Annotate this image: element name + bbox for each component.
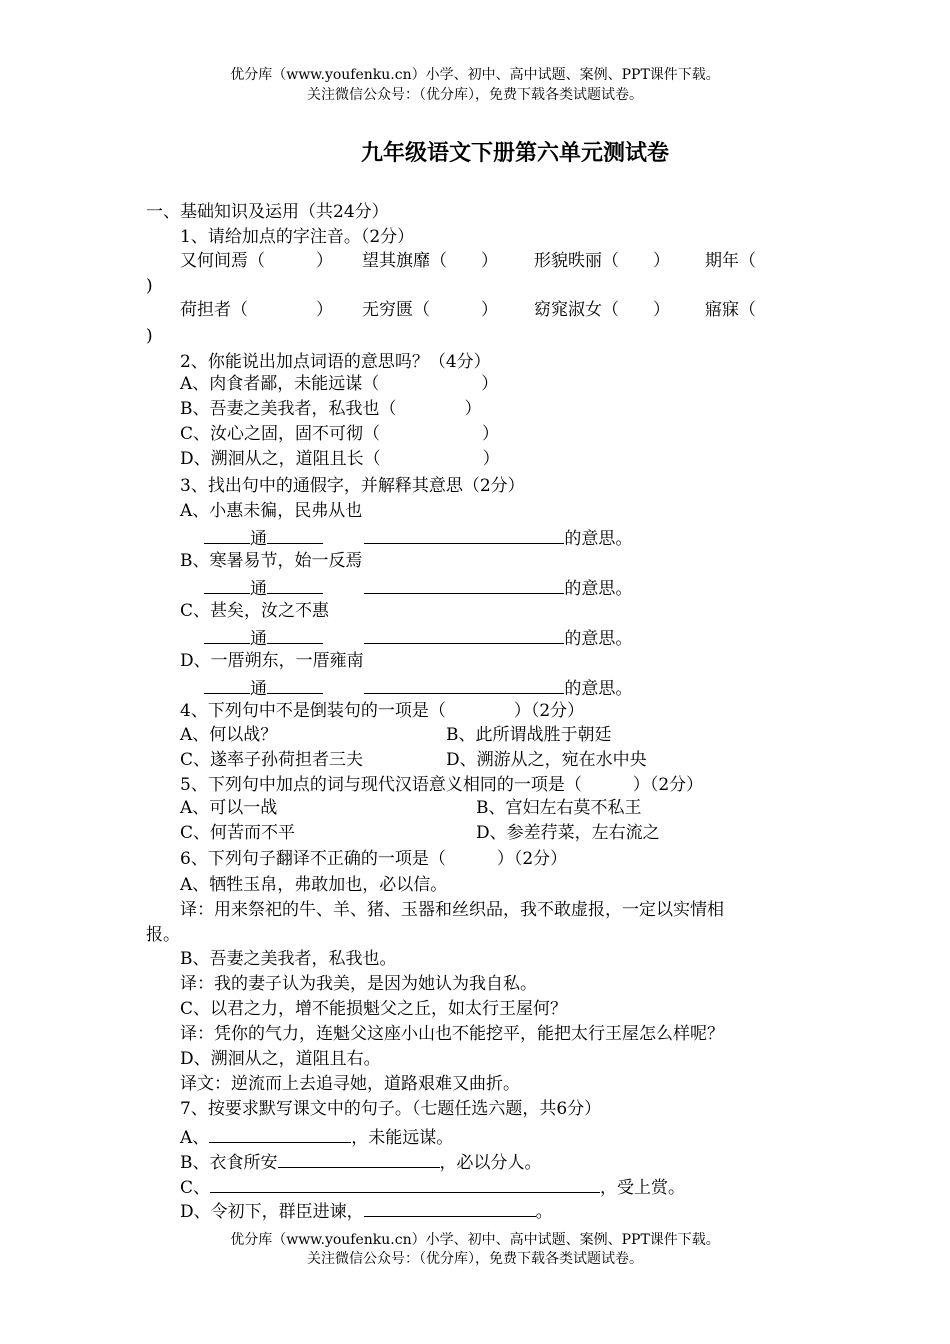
blank-meaning[interactable] — [364, 675, 564, 694]
q1-item-2: 望其旗靡（ ） — [362, 251, 498, 271]
q1-stem: 1、请给加点的字注音。（2分） — [180, 227, 415, 247]
blank-char[interactable] — [204, 525, 250, 544]
q6-line: B、吾妻之美我者，私我也。 — [180, 949, 397, 969]
q1-item-6: 无穷匮（ ） — [362, 300, 498, 320]
q5-stem: 5、下列句中加点的词与现代汉语意义相同的一项是（ ）（2分） — [180, 775, 704, 795]
q3-option-c: C、甚矣，汝之不惠 — [180, 601, 330, 621]
blank-meaning[interactable] — [364, 625, 564, 644]
q4-option-a: A、何以战？ — [180, 725, 278, 745]
q4-option-b: B、此所谓战胜于朝廷 — [446, 725, 612, 745]
q4-option-c: C、遂率子孙荷担者三夫 — [180, 750, 364, 770]
meaning-suffix: 的意思。 — [564, 579, 633, 599]
blank-meaning[interactable] — [364, 575, 564, 594]
header-line-2: 关注微信公众号：（优分库），免费下载各类试题试卷。 — [307, 87, 643, 103]
q7-d-blank[interactable] — [364, 1198, 536, 1217]
q3-answer-row-a — [204, 525, 632, 550]
footer-line-1: 优分库（www.youfenku.cn）小学、初中、高中试题、案例、PPT课件下载。 — [230, 1232, 720, 1248]
q5-option-b: B、宫妇左右莫不私王 — [476, 798, 642, 818]
blank-char[interactable] — [204, 625, 250, 644]
q2-option-b: B、吾妻之美我者，私我也（ ） — [180, 399, 482, 419]
tong-label: 通 — [250, 679, 267, 699]
q3-answer-row-b — [204, 575, 632, 600]
q5-option-d: D、参差荇菜，左右流之 — [476, 823, 660, 843]
meaning-suffix: 的意思。 — [564, 629, 633, 649]
q3-option-d: D、一厝朔东，一厝雍南 — [180, 651, 364, 671]
q7-row-d — [180, 1198, 553, 1223]
q7-b-suffix: ，必以分人。 — [439, 1153, 542, 1173]
blank-meaning[interactable] — [364, 525, 564, 544]
q1-item-7: 窈窕淑女（ ） — [534, 300, 670, 320]
blank-char[interactable] — [204, 575, 250, 594]
tong-label: 通 — [250, 579, 267, 599]
q3-stem: 3、找出句中的通假字，并解释其意思（2分） — [180, 476, 525, 496]
q7-b-blank[interactable] — [278, 1149, 440, 1168]
q1-closer-1: ) — [146, 276, 153, 296]
q1-item-3: 形貌昳丽（ ） — [534, 251, 670, 271]
q1-item-5: 荷担者（ ） — [180, 300, 333, 320]
q2-stem: 2、你能说出加点词语的意思吗？（4分） — [180, 352, 491, 372]
q2-option-a: A、肉食者鄙，未能远谋（ ） — [180, 374, 499, 394]
q6-stem: 6、下列句子翻译不正确的一项是（ ）（2分） — [180, 849, 568, 869]
q7-d-prefix: D、令初下，群臣进谏， — [180, 1202, 364, 1222]
page-title: 九年级语文下册第六单元测试卷 — [360, 140, 669, 166]
blank-tong[interactable] — [267, 625, 323, 644]
q6-line: A、牺牲玉帛，弗敢加也，必以信。 — [180, 875, 448, 895]
q2-option-d: D、溯洄从之，道阻且长（ ） — [180, 449, 500, 469]
header-line-1: 优分库（www.youfenku.cn）小学、初中、高中试题、案例、PPT课件下载。 — [230, 67, 720, 83]
q6-line: 译：凭你的气力，连魁父这座小山也不能挖平，能把太行王屋怎么样呢？ — [180, 1024, 724, 1044]
q1-item-4: 期年（ — [705, 251, 756, 271]
q3-answer-row-c — [204, 625, 632, 650]
q7-row-c — [180, 1174, 685, 1199]
q6-line: D、溯洄从之，道阻且右。 — [180, 1049, 381, 1069]
q1-item-8: 寤寐（ — [705, 300, 756, 320]
q7-row-b — [180, 1149, 542, 1174]
q3-option-a: A、小惠未徧，民弗从也 — [180, 501, 363, 521]
q3-answer-row-d — [204, 675, 632, 700]
q6-line: 译：用来祭祀的牛、羊、猪、玉器和丝织品，我不敢虚报，一定以实情相 — [180, 900, 724, 920]
q7-c-blank[interactable] — [210, 1174, 600, 1193]
q7-d-suffix: 。 — [535, 1202, 553, 1222]
tong-label: 通 — [250, 629, 267, 649]
q6-line: 报。 — [146, 925, 180, 945]
q7-b-prefix: B、衣食所安 — [180, 1153, 278, 1173]
q5-option-a: A、可以一战 — [180, 798, 278, 818]
q2-option-c: C、汝心之固，固不可彻（ ） — [180, 424, 500, 444]
meaning-suffix: 的意思。 — [564, 529, 633, 549]
q7-a-suffix: ，未能远谋。 — [351, 1128, 454, 1148]
q7-a-blank[interactable] — [209, 1124, 351, 1143]
blank-tong[interactable] — [267, 525, 323, 544]
q7-row-a — [180, 1124, 453, 1149]
blank-char[interactable] — [204, 675, 250, 694]
q7-c-suffix: ，受上赏。 — [600, 1178, 686, 1198]
q5-option-c: C、何苦而不平 — [180, 823, 296, 843]
meaning-suffix: 的意思。 — [564, 679, 633, 699]
q7-stem: 7、按要求默写课文中的句子。（七题任选六题，共6分） — [180, 1099, 602, 1119]
tong-label: 通 — [250, 529, 267, 549]
q6-line: 译文：逆流而上去追寻她，道路艰难又曲折。 — [180, 1074, 520, 1094]
section-heading: 一、基础知识及运用（共24分） — [146, 202, 389, 222]
q4-option-d: D、溯游从之，宛在水中央 — [446, 750, 647, 770]
footer-line-2: 关注微信公众号：（优分库），免费下载各类试题试卷。 — [307, 1251, 643, 1267]
q7-c-prefix: C、 — [180, 1178, 211, 1198]
q1-closer-2: ) — [146, 326, 153, 346]
q4-stem: 4、下列句中不是倒装句的一项是（ ）（2分） — [180, 701, 585, 721]
q1-item-1: 又何间焉（ ） — [180, 251, 333, 271]
blank-tong[interactable] — [267, 575, 323, 594]
blank-tong[interactable] — [267, 675, 323, 694]
q6-line: C、以君之力，增不能损魁父之丘，如太行王屋何？ — [180, 999, 568, 1019]
q6-line: 译：我的妻子认为我美，是因为她认为我自私。 — [180, 974, 537, 994]
q7-a-prefix: A、 — [180, 1128, 210, 1148]
q3-option-b: B、寒暑易节，始一反焉 — [180, 551, 363, 571]
